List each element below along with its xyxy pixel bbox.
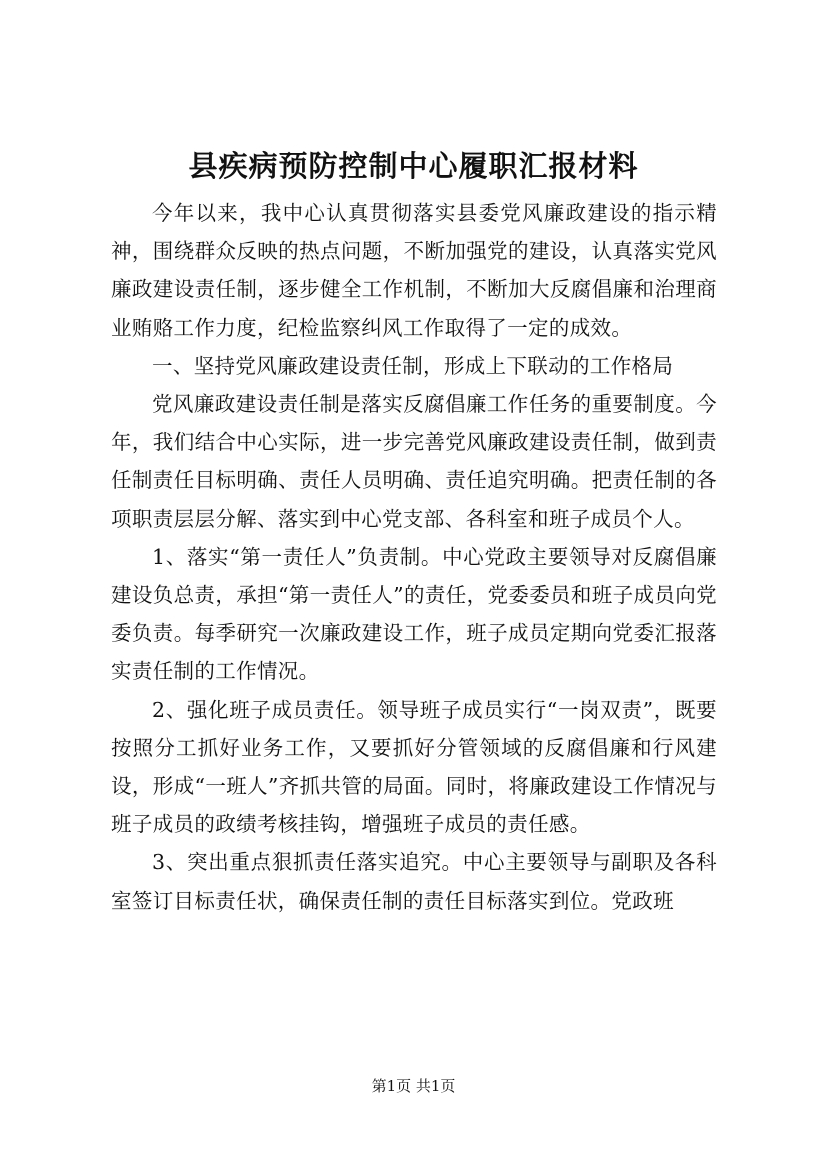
document-body <box>111 194 717 920</box>
page-number-footer: 第1页 共1页 <box>371 1077 456 1095</box>
document-title: 县疾病预防控制中心履职汇报材料 <box>188 149 639 183</box>
paragraph-item-2: 2、强化班子成员责任。领导班子成员实行“一岗双责”，既要按照分工抓好业务工作，又要抓好分管领域的反腐倡廉和行风建设，形成“一班人”齐抓共管的局面。同时，将廉政建设工作情况与班子成员的政绩考核挂钩，增强班子成员的责任感。 <box>111 697 717 837</box>
section-heading-1: 一、坚持党风廉政建设责任制，形成上下联动的工作格局 <box>152 353 674 378</box>
paragraph-item-3: 3、突出重点狠抓责任落实追究。中心主要领导与副职及各科室签订目标责任状，确保责任制的责任目标落实到位。党政班 <box>111 850 717 913</box>
paragraph-section-1: 党风廉政建设责任制是落实反腐倡廉工作任务的重要制度。今年，我们结合中心实际，进一步完善党风廉政建设责任制，做到责任制责任目标明确、责任人员明确、责任追究明确。把责任制的各项职责层层分解、落实到中心党支部、各科室和班子成员个人。 <box>111 392 717 531</box>
paragraph-item-1: 1、落实“第一责任人”负责制。中心党政主要领导对反腐倡廉建设负总责，承担“第一责任人”的责任，党委委员和班子成员向党委负责。每季研究一次廉政建设工作，班子成员定期向党委汇报落实责任制的工作情况。 <box>111 544 717 684</box>
paragraph-intro: 今年以来，我中心认真贯彻落实县委党风廉政建设的指示精神，围绕群众反映的热点问题，不断加强党的建设，认真落实党风廉政建设责任制，逐步健全工作机制，不断加大反腐倡廉和治理商业贿赂工作力度，纪检监察纠风工作取得了一定的成效。 <box>111 201 717 340</box>
